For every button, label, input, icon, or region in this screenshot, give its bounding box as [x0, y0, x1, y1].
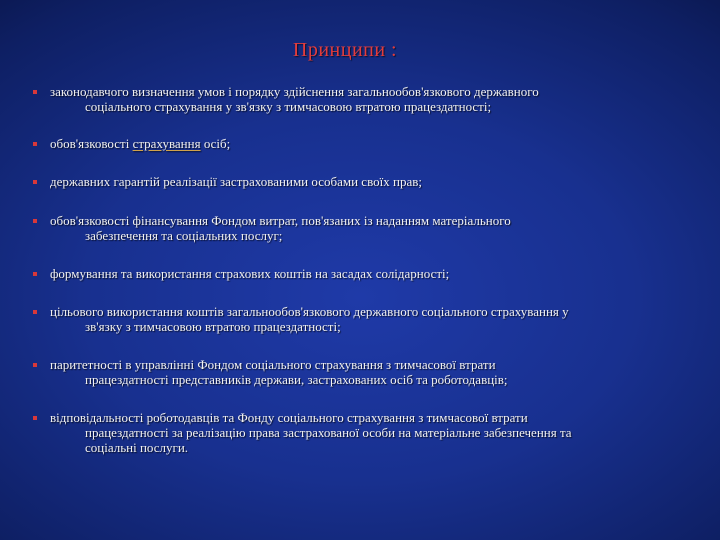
item-text-line: соціального страхування у зв'язку з тимчасовою втратою працездатності;: [85, 99, 492, 114]
item-text-suffix: осіб;: [200, 136, 231, 151]
list-item: [30, 304, 676, 334]
item-text-line: цільового використання коштів загальнообов'язкового державного соціального страхування у: [50, 304, 569, 319]
item-text-line: соціальні послуги.: [85, 440, 189, 455]
item-text-line: формування та використання страхових коштів на засадах солідарності;: [50, 266, 450, 281]
list-item: [30, 213, 676, 243]
insurance-link[interactable]: страхування: [132, 136, 201, 151]
bullet-icon: [33, 310, 37, 314]
list-item: [30, 410, 676, 455]
list-item: [30, 357, 676, 387]
principles-list: [30, 84, 676, 455]
item-text-line: відповідальності роботодавців та Фонду соціального страхування з тимчасової втрати: [50, 410, 528, 425]
item-text-line: законодавчого визначення умов і порядку здійснення загальнообов'язкового державного: [50, 84, 539, 99]
list-item: [30, 84, 676, 114]
bullet-icon: [33, 142, 37, 146]
item-text-line: обов'язковості фінансування Фондом витрат, пов'язаних із наданням матеріального: [50, 213, 511, 228]
list-item: [30, 174, 676, 189]
bullet-icon: [33, 272, 37, 276]
item-text-line: працездатності за реалізацію права застрахованої особи на матеріальне забезпечення та: [85, 425, 572, 440]
bullet-icon: [33, 180, 37, 184]
item-text-line: працездатності представників держави, застрахованих осіб та роботодавців;: [85, 372, 508, 387]
list-item: [30, 266, 676, 281]
bullet-icon: [33, 219, 37, 223]
item-text-line: державних гарантій реалізації застрахованими особами своїх прав;: [50, 174, 422, 189]
item-text-line: [50, 136, 676, 151]
item-text-line: зв'язку з тимчасовою втратою працездатності;: [85, 319, 341, 334]
item-text-prefix: обов'язковості: [50, 136, 133, 151]
bullet-icon: [33, 90, 37, 94]
bullet-icon: [33, 363, 37, 367]
list-item: [30, 136, 676, 151]
slide-title: Принципи :: [292, 39, 398, 61]
bullet-icon: [33, 416, 37, 420]
item-text-line: забезпечення та соціальних послуг;: [85, 228, 283, 243]
item-text-line: паритетності в управлінні Фондом соціального страхування з тимчасової втрати: [50, 357, 496, 372]
